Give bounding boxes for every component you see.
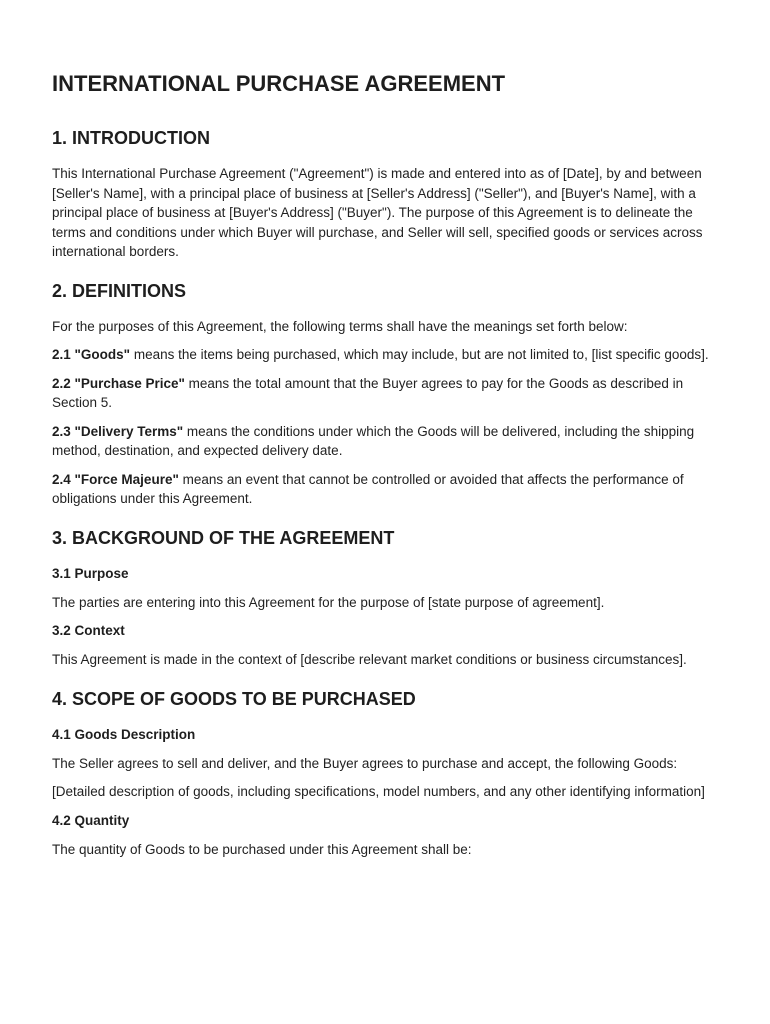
definition-item — [52, 422, 722, 461]
subsection-heading: 4.1 Goods Description — [52, 726, 196, 742]
document-body — [52, 68, 722, 877]
definition-text: means the items being purchased, which may include, but are not limited to, [list specific goods]. — [130, 347, 709, 362]
paragraph: The Seller agrees to sell and deliver, and the Buyer agrees to purchase and accept, the following Goods: — [52, 755, 678, 771]
definition-term: 2.4 "Force Majeure" — [52, 471, 179, 487]
subsection-heading: 3.2 Context — [52, 623, 125, 638]
definition-term: 2.1 "Goods" — [52, 347, 131, 362]
section-definitions — [52, 280, 722, 509]
section-heading: 2. DEFINITIONS — [52, 280, 187, 301]
paragraph: For the purposes of this Agreement, the following terms shall have the meanings set forth below: — [52, 318, 628, 334]
section-heading: 4. SCOPE OF GOODS TO BE PURCHASED — [52, 688, 416, 709]
definition-text: means an event that cannot be controlled or avoided that affects the performance of obligations under this Agreement. — [52, 471, 684, 506]
definition-text: means the total amount that the Buyer agrees to pay for the Goods as described in Section 5. — [52, 375, 684, 410]
definition-item — [52, 374, 722, 413]
document-title: INTERNATIONAL PURCHASE AGREEMENT — [52, 71, 506, 96]
subsection-heading: 3.1 Purpose — [52, 565, 129, 581]
definition-item — [52, 345, 722, 365]
definition-text: means the conditions under which the Goods will be delivered, including the shipping method, destination, and expected delivery date. — [52, 423, 695, 458]
section-scope — [52, 688, 722, 860]
section-heading: 1. INTRODUCTION — [52, 128, 211, 148]
paragraph: The quantity of Goods to be purchased under this Agreement shall be: — [52, 841, 472, 857]
subsection-heading: 4.2 Quantity — [52, 812, 130, 828]
definition-term: 2.3 "Delivery Terms" — [52, 423, 184, 439]
section-introduction — [52, 127, 722, 262]
paragraph: The parties are entering into this Agreement for the purpose of [state purpose of agreement]. — [52, 594, 605, 610]
definition-term: 2.2 "Purchase Price" — [52, 375, 185, 391]
paragraph: [Detailed description of goods, including specifications, model numbers, and any other identifying information] — [52, 784, 705, 799]
paragraph: This Agreement is made in the context of [describe relevant market conditions or business circumstances]. — [52, 652, 687, 667]
definition-item — [52, 470, 722, 509]
paragraph: This International Purchase Agreement ("Agreement") is made and entered into as of [Date], by and between [Seller's Name], with a principal place of business at [Seller's Address] ("Seller"), and [Buyer's Name], with a principal place of business at [Buyer's Address] ("Buyer"). The purpose of this Agreement is to delineate the terms and conditions under which Buyer will purchase, and Seller will sell, specified goods or services across international borders. — [52, 166, 703, 259]
section-heading: 3. BACKGROUND OF THE AGREEMENT — [52, 527, 395, 548]
section-background — [52, 527, 722, 670]
